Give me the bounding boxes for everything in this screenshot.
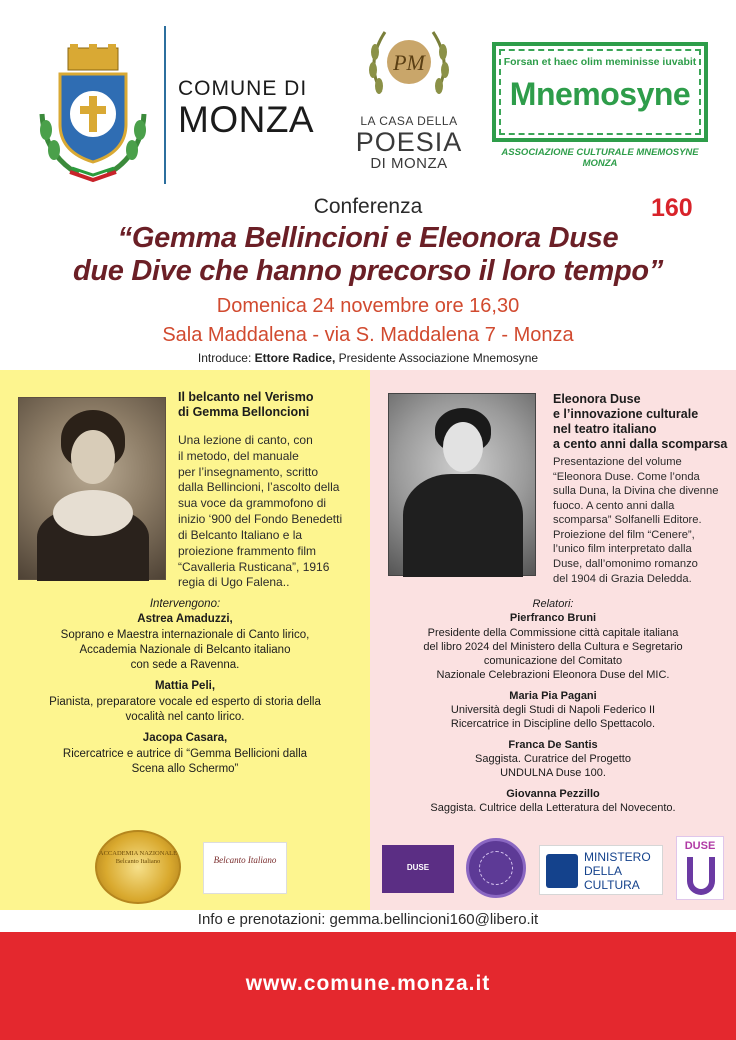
mic-line2: DELLA <box>584 863 623 878</box>
speaker-detail: vocalità nel canto lirico. <box>125 710 245 723</box>
photo-face <box>443 422 483 472</box>
accademia-logo-text: ACCADEMIA NAZIONALE Belcanto Italiano <box>98 850 178 865</box>
left-body-line: dalla Bellincioni, l’ascolto della <box>178 480 340 495</box>
belcanto-logo-text: Belcanto Italiano <box>213 855 277 865</box>
speaker-detail: Nazionale Celebrazioni Eleonora Duse del MIC. <box>436 669 670 682</box>
comune-line1: COMUNE DI <box>178 77 308 100</box>
event-title-line1: “Gemma Bellincioni e Eleonora Duse <box>117 222 619 254</box>
left-body-line: regia di Ugo Falena.. <box>178 575 290 590</box>
comune-line2: MONZA <box>178 99 315 140</box>
left-body-line: per l’insegnamento, scritto <box>178 464 319 479</box>
monza-crest-icon <box>34 44 152 186</box>
laurel-monogram-icon <box>361 22 457 106</box>
right-body-line: Presentazione del volume <box>553 456 682 468</box>
photo-face <box>71 430 115 484</box>
speaker-name: Mattia Peli, <box>154 680 216 693</box>
event-date: Domenica 24 novembre ore 16,30 <box>216 295 520 317</box>
speaker-name: Pierfranco Bruni <box>509 612 597 625</box>
mnemosyne-logo <box>492 42 708 142</box>
mic-logo-text <box>584 851 651 892</box>
left-section-body <box>178 433 358 591</box>
right-speakers <box>376 597 730 815</box>
right-section-body <box>553 455 733 586</box>
speaker-name: Maria Pia Pagani <box>509 689 597 702</box>
info-reservations[interactable]: Info e prenotazioni: gemma.bellincioni160@libero.it <box>197 911 539 928</box>
right-body-line: l’unico film interpretato dalla <box>553 543 692 556</box>
mic-line1: MINISTERO <box>584 850 651 864</box>
duse-book-logo <box>382 845 454 893</box>
comitato-seal-icon <box>466 838 526 898</box>
duse-100-logo <box>676 836 724 900</box>
speaker-detail: Saggista. Cultrice della Letteratura del Novecento. <box>430 801 676 814</box>
duse100-u-mark <box>687 857 715 895</box>
poesia-line1: LA CASA DELLA <box>360 114 458 128</box>
svg-text:PM: PM <box>393 50 425 75</box>
casa-della-poesia-logo <box>354 22 464 172</box>
conference-label: Conferenza <box>313 195 423 218</box>
photo-dress <box>403 474 523 577</box>
speakers-header: Relatori: <box>532 598 574 610</box>
event-place: Sala Maddalena - via S. Maddalena 7 - Monza <box>162 324 574 346</box>
badge-number: 160 <box>651 194 693 222</box>
speaker-name: Giovanna Pezzillo <box>506 787 600 800</box>
right-body-line: Duse, dall’omonimo romanzo <box>553 557 698 570</box>
gemma-bellincioni-photo <box>18 397 166 580</box>
speaker-name: Astrea Amaduzzi, <box>137 613 233 626</box>
left-speakers <box>10 597 360 777</box>
photo-collar <box>53 490 133 536</box>
speaker-name: Franca De Santis <box>508 738 598 751</box>
duse-book-logo-text: DUSE <box>406 863 430 872</box>
right-title-line: e l’innovazione culturale <box>553 407 699 421</box>
speaker-detail: Presidente della Commissione città capitale italiana <box>427 626 679 639</box>
duse100-logo-text: DUSE <box>684 840 716 852</box>
belcanto-italiano-logo <box>203 842 287 894</box>
left-body-line: “Cavalleria Rusticana”, 1916 <box>178 559 330 574</box>
footer-bar <box>0 932 736 1040</box>
speaker-detail: Saggista. Curatrice del Progetto <box>475 752 631 765</box>
right-body-line: scomparsa” Solfanelli Editore. <box>553 514 702 527</box>
left-title-line2: di Gemma Belloncioni <box>178 405 310 419</box>
speaker-detail: Ricercatrice in Discipline dello Spettacolo. <box>450 718 656 731</box>
left-body-line: sua voce da grammofono di <box>178 496 327 511</box>
left-body-line: di Belcanto Italiano e la <box>178 527 303 542</box>
speaker-detail: Ricercatrice e autrice di “Gemma Bellicioni dalla <box>62 747 308 760</box>
speaker-detail: comunicazione del Comitato <box>483 655 623 668</box>
event-title-line2: due Dive che hanno precorso il loro tempo” <box>72 255 664 288</box>
left-section-title <box>178 390 313 420</box>
left-body-line: il metodo, del manuale <box>178 448 299 463</box>
right-title-line: nel teatro italiano <box>553 422 657 436</box>
mic-line3: CULTURA <box>584 877 640 892</box>
right-body-line: fuoco. A cento anni dalla <box>553 499 675 512</box>
speaker-detail: Pianista, preparatore vocale ed esperto di storia della <box>49 695 321 708</box>
event-title <box>0 222 736 289</box>
introducer-line <box>0 351 736 365</box>
left-body-line: Una lezione di canto, con <box>178 433 313 447</box>
header <box>0 0 736 190</box>
left-title-line1: Il belcanto nel Verismo <box>178 390 314 404</box>
eleonora-duse-photo <box>388 393 536 576</box>
speaker-name: Jacopa Casara, <box>142 732 228 745</box>
mnemosyne-subtitle: ASSOCIAZIONE CULTURALE MNEMOSYNE MONZA <box>501 147 699 169</box>
speakers-header: Intervengono: <box>149 598 221 610</box>
right-body-line: Proiezione del film “Cenere”, <box>553 528 695 541</box>
poesia-line2: POESIA <box>355 126 463 157</box>
comune-di-monza-logo <box>178 78 314 138</box>
speaker-detail: Università degli Studi di Napoli Federico II <box>450 704 656 717</box>
accademia-belcanto-logo <box>95 830 181 904</box>
header-divider <box>164 26 166 184</box>
footer-website-link[interactable]: www.comune.monza.it <box>245 972 491 995</box>
intro-prefix: Introduce: <box>197 351 255 365</box>
right-body-line: sulla Duna, la Divina che divenne <box>553 485 719 498</box>
poesia-line3: DI MONZA <box>370 154 448 172</box>
seal-inner-ring <box>479 851 513 885</box>
right-body-line: “Eleonora Duse. Come l’onda <box>553 470 700 483</box>
mic-mark-icon <box>546 854 578 888</box>
speaker-detail: Accademia Nazionale di Belcanto italiano <box>79 643 291 656</box>
intro-name: Ettore Radice, <box>254 351 336 365</box>
speaker-detail: Scena allo Schermo” <box>131 762 239 775</box>
ministero-cultura-logo <box>539 845 663 895</box>
mnemosyne-name: Mnemosyne <box>509 76 691 112</box>
right-title-line: Eleonora Duse <box>553 392 641 406</box>
right-body-line: del 1904 di Grazia Deledda. <box>553 572 692 585</box>
speaker-detail: Soprano e Maestra internazionale di Canto lirico, <box>60 628 310 641</box>
left-body-line: inizio ‘900 del Fondo Benedetti <box>178 512 343 527</box>
speaker-detail: con sede a Ravenna. <box>130 659 240 672</box>
speaker-detail: del libro 2024 del Ministero della Cultura e Segretario <box>423 640 683 653</box>
mnemosyne-motto: Forsan et haec olim meminisse iuvabit <box>503 56 697 68</box>
left-body-line: proiezione frammento film <box>178 543 317 558</box>
speaker-detail: UNDULNA Duse 100. <box>500 767 606 780</box>
intro-suffix: Presidente Associazione Mnemosyne <box>335 351 539 365</box>
right-section-title <box>553 392 727 452</box>
right-title-line: a cento anni dalla scomparsa <box>553 437 728 451</box>
